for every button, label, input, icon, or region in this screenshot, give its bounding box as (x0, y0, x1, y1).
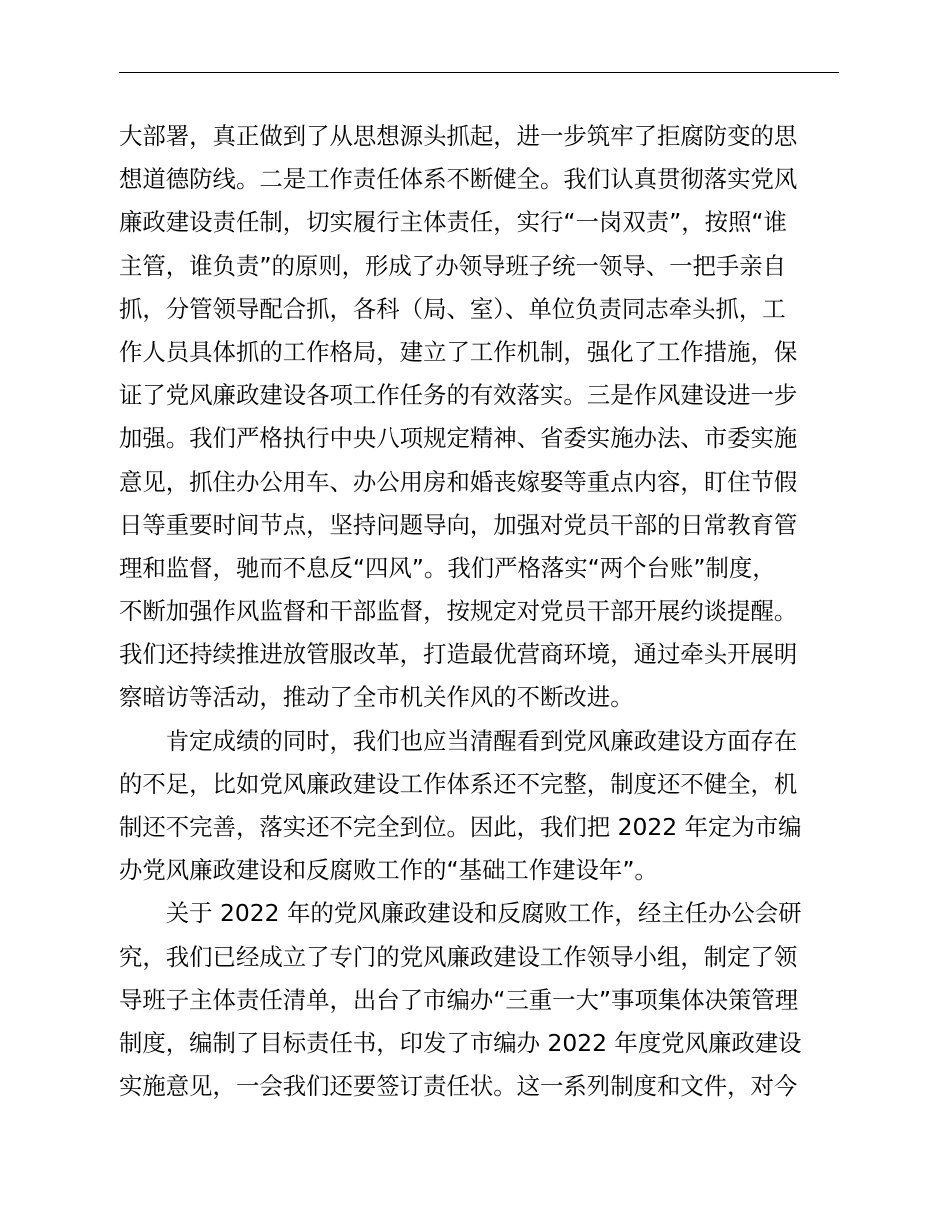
body-text (119, 115, 841, 1108)
text-line: 办党风廉政建设和反腐败工作的“基础工作建设年”。 (119, 856, 658, 885)
text-line: 主管，谁负责”的原则，形成了办领导班子统一领导、一把手亲自 (119, 251, 787, 280)
text-line: 日等重要时间节点，坚持问题导向，加强对党员干部的日常教育管 (119, 510, 798, 539)
text-line: 导班子主体责任清单，出台了市编办“三重一大”事项集体决策管理 (119, 985, 799, 1014)
text-line: 想道德防线。二是工作责任体系不断健全。我们认真贯彻落实党风 (119, 165, 798, 194)
text-line: 实施意见，一会我们还要签订责任状。这一系列制度和文件，对今 (119, 1072, 798, 1101)
header-rule (119, 72, 839, 73)
text-line: 肯定成绩的同时，我们也应当清醒看到党风廉政建设方面存在 (119, 726, 798, 755)
text-line: 我们还持续推进放管服改革，打造最优营商环境，通过牵头开展明 (119, 640, 798, 669)
text-line: 意见，抓住办公用车、办公用房和婚丧嫁娶等重点内容，盯住节假 (119, 467, 798, 496)
text-line: 廉政建设责任制，切实履行主体责任，实行“一岗双责”，按照“谁 (119, 208, 787, 237)
text-line: 关于 2022 年的党风廉政建设和反腐败工作，经主任办公会研 (119, 899, 802, 928)
text-line: 加强。我们严格执行中央八项规定精神、省委实施办法、市委实施 (119, 424, 798, 453)
text-line: 抓，分管领导配合抓，各科（局、室）、单位负责同志牵头抓，工 (119, 294, 786, 323)
text-line: 作人员具体抓的工作格局，建立了工作机制，强化了工作措施，保 (119, 337, 798, 366)
text-line: 不断加强作风监督和干部监督，按规定对党员干部开展约谈提醒。 (119, 597, 798, 626)
text-line: 证了党风廉政建设各项工作任务的有效落实。三是作风建设进一步 (119, 381, 798, 410)
text-line: 究，我们已经成立了专门的党风廉政建设工作领导小组，制定了领 (119, 942, 798, 971)
text-line: 制还不完善，落实还不完全到位。因此，我们把 2022 年定为市编 (119, 813, 802, 841)
text-line: 的不足，比如党风廉政建设工作体系还不完整，制度还不健全，机 (119, 769, 798, 798)
text-line: 察暗访等活动，推动了全市机关作风的不断改进。 (119, 683, 634, 712)
text-line: 大部署，真正做到了从思想源头抓起，进一步筑牢了拒腐防变的思 (119, 122, 798, 150)
text-line: 制度，编制了目标责任书，印发了市编办 2022 年度党风廉政建设 (119, 1028, 802, 1057)
text-line: 理和监督，驰而不息反“四风”。我们严格落实“两个台账”制度， (119, 553, 776, 582)
